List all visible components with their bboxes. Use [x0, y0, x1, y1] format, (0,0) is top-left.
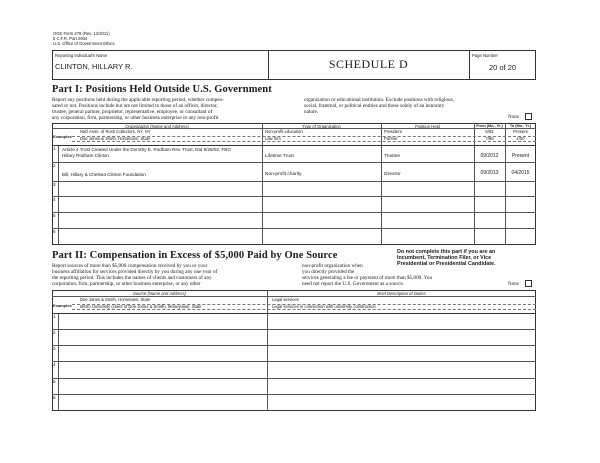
position-organization: Bill, Hillary & Chelsea Clinton Foundation: [62, 172, 146, 177]
row-number: 3: [53, 346, 56, 351]
part1-intro-left: Report any positions held during the applicable reporting period, whether compen- sated or not. Positions include but are not limited to those of an officer, director, trustee, general partner, proprietor, representative, employee, or consultant of any corporation, firm, partnership, or other business enterprise or any non-profit: [52, 97, 224, 121]
position-organization: Article 4 Trust Created Under the Dorothy E. Rodham Rev. Trust, Dtd 9/25/02, FBO: [62, 147, 231, 152]
example-position: Partner: [384, 136, 398, 141]
example-duties: Legal services: [272, 297, 299, 302]
part2-none-label: None: [508, 282, 519, 287]
example-to: Present: [513, 129, 528, 134]
name-label: Reporting Individual's Name: [55, 53, 108, 58]
part1-examples-label: Examples: [53, 134, 72, 139]
position-from: 09/2013: [480, 170, 499, 176]
row-number: 5: [53, 379, 56, 384]
part2-intro-right: non-profit organization when you directly provided the services generating a fee or payment of more than $5,000. You need not report the U.S. Government as a source.: [302, 263, 433, 287]
row-number: 4: [53, 197, 56, 202]
col-organization: Organization (Name and Address): [125, 123, 189, 129]
page-number-label: Page Number: [472, 53, 498, 58]
row-number: 2: [53, 330, 56, 335]
part1-none-label: None: [508, 115, 519, 120]
schedule-title: SCHEDULE D: [328, 57, 409, 71]
col-source: Source (Name and Address): [133, 291, 186, 296]
row-number: 4: [53, 362, 56, 367]
part2-note: Do not complete this part if you are an Incumbent, Termination Filer, or Vice Presidential or Presidential Candidate.: [397, 249, 496, 268]
form-agency: U.S. Office of Government Ethics: [53, 41, 115, 46]
part1-none-checkbox[interactable]: [525, 113, 532, 120]
example-type: Law firm: [265, 136, 281, 141]
reporting-individual-name: CLINTON, HILLARY R.: [55, 62, 133, 71]
col-type: Type of Organization: [302, 123, 341, 129]
example-type: Non-profit education: [265, 129, 303, 134]
col-position: Position Held: [415, 123, 440, 129]
position-org-type: Lifetime Trust: [265, 154, 294, 159]
example-source: Metro University (client of Doe Jones & Smith), Moneytown, State: [80, 304, 202, 309]
position-organization-cont: Hillary Rodham Clinton.: [62, 153, 111, 158]
page-number: 20 of 20: [488, 63, 517, 72]
form-cfr: 5 C.F.R. Part 2634: [53, 36, 88, 41]
col-to: To (Mo., Yr.): [509, 123, 532, 128]
position-held: Director: [384, 172, 401, 177]
part1-title: Part I: Positions Held Outside U.S. Government: [52, 84, 272, 95]
part2-none-checkbox[interactable]: [525, 280, 532, 287]
row-number: 5: [53, 213, 56, 218]
part2-intro-left: Report sources of more than $5,000 compensation received by you or your business affiliation for services provided directly by you during any one year of the reporting period. This includes the names of clients and customers of any corporation, firm, partnership, or other business enterprise, or any other: [52, 263, 218, 287]
row-number: 6: [53, 229, 56, 234]
example-to: 1/00: [516, 136, 525, 141]
part2-title: Part II: Compensation in Excess of $5,000 Paid by One Source: [52, 250, 338, 261]
position-to: Present: [511, 153, 530, 159]
part2-examples-label: Examples: [53, 303, 72, 308]
example-position: President: [384, 129, 402, 134]
example-from: 7/85: [485, 136, 494, 141]
example-from: 6/92: [485, 129, 494, 134]
example-org: Nat'l Assn. of Rock Collectors, NY, NY: [80, 129, 151, 134]
position-from: 09/2012: [480, 153, 499, 159]
row-number: 3: [53, 182, 56, 187]
form-id: OGE Form 278 (Rev. 12/2011): [53, 31, 110, 36]
position-org-type: Non-profit charity: [265, 172, 302, 177]
example-source: Doe Jones & Smith, Hometown, State: [80, 297, 151, 302]
row-number: 2: [53, 163, 56, 168]
part1-intro-right: organization or educational institution. Exclude positions with religious, social, fraternal, or political entities and those solely of an honorary nature.: [304, 97, 454, 115]
example-duties: Legal services in connection with university construction: [272, 304, 376, 309]
row-number: 6: [53, 395, 56, 400]
row-number: 1: [53, 314, 56, 319]
row-number: 1: [53, 146, 56, 151]
col-from: From (Mo., Yr.): [476, 123, 503, 128]
position-held: Trustee: [384, 154, 401, 159]
position-to: 04/2015: [511, 170, 530, 176]
example-org: Doe Jones & Smith, Hometown, State: [80, 136, 151, 141]
col-description: Brief Description of Duties: [377, 291, 426, 296]
